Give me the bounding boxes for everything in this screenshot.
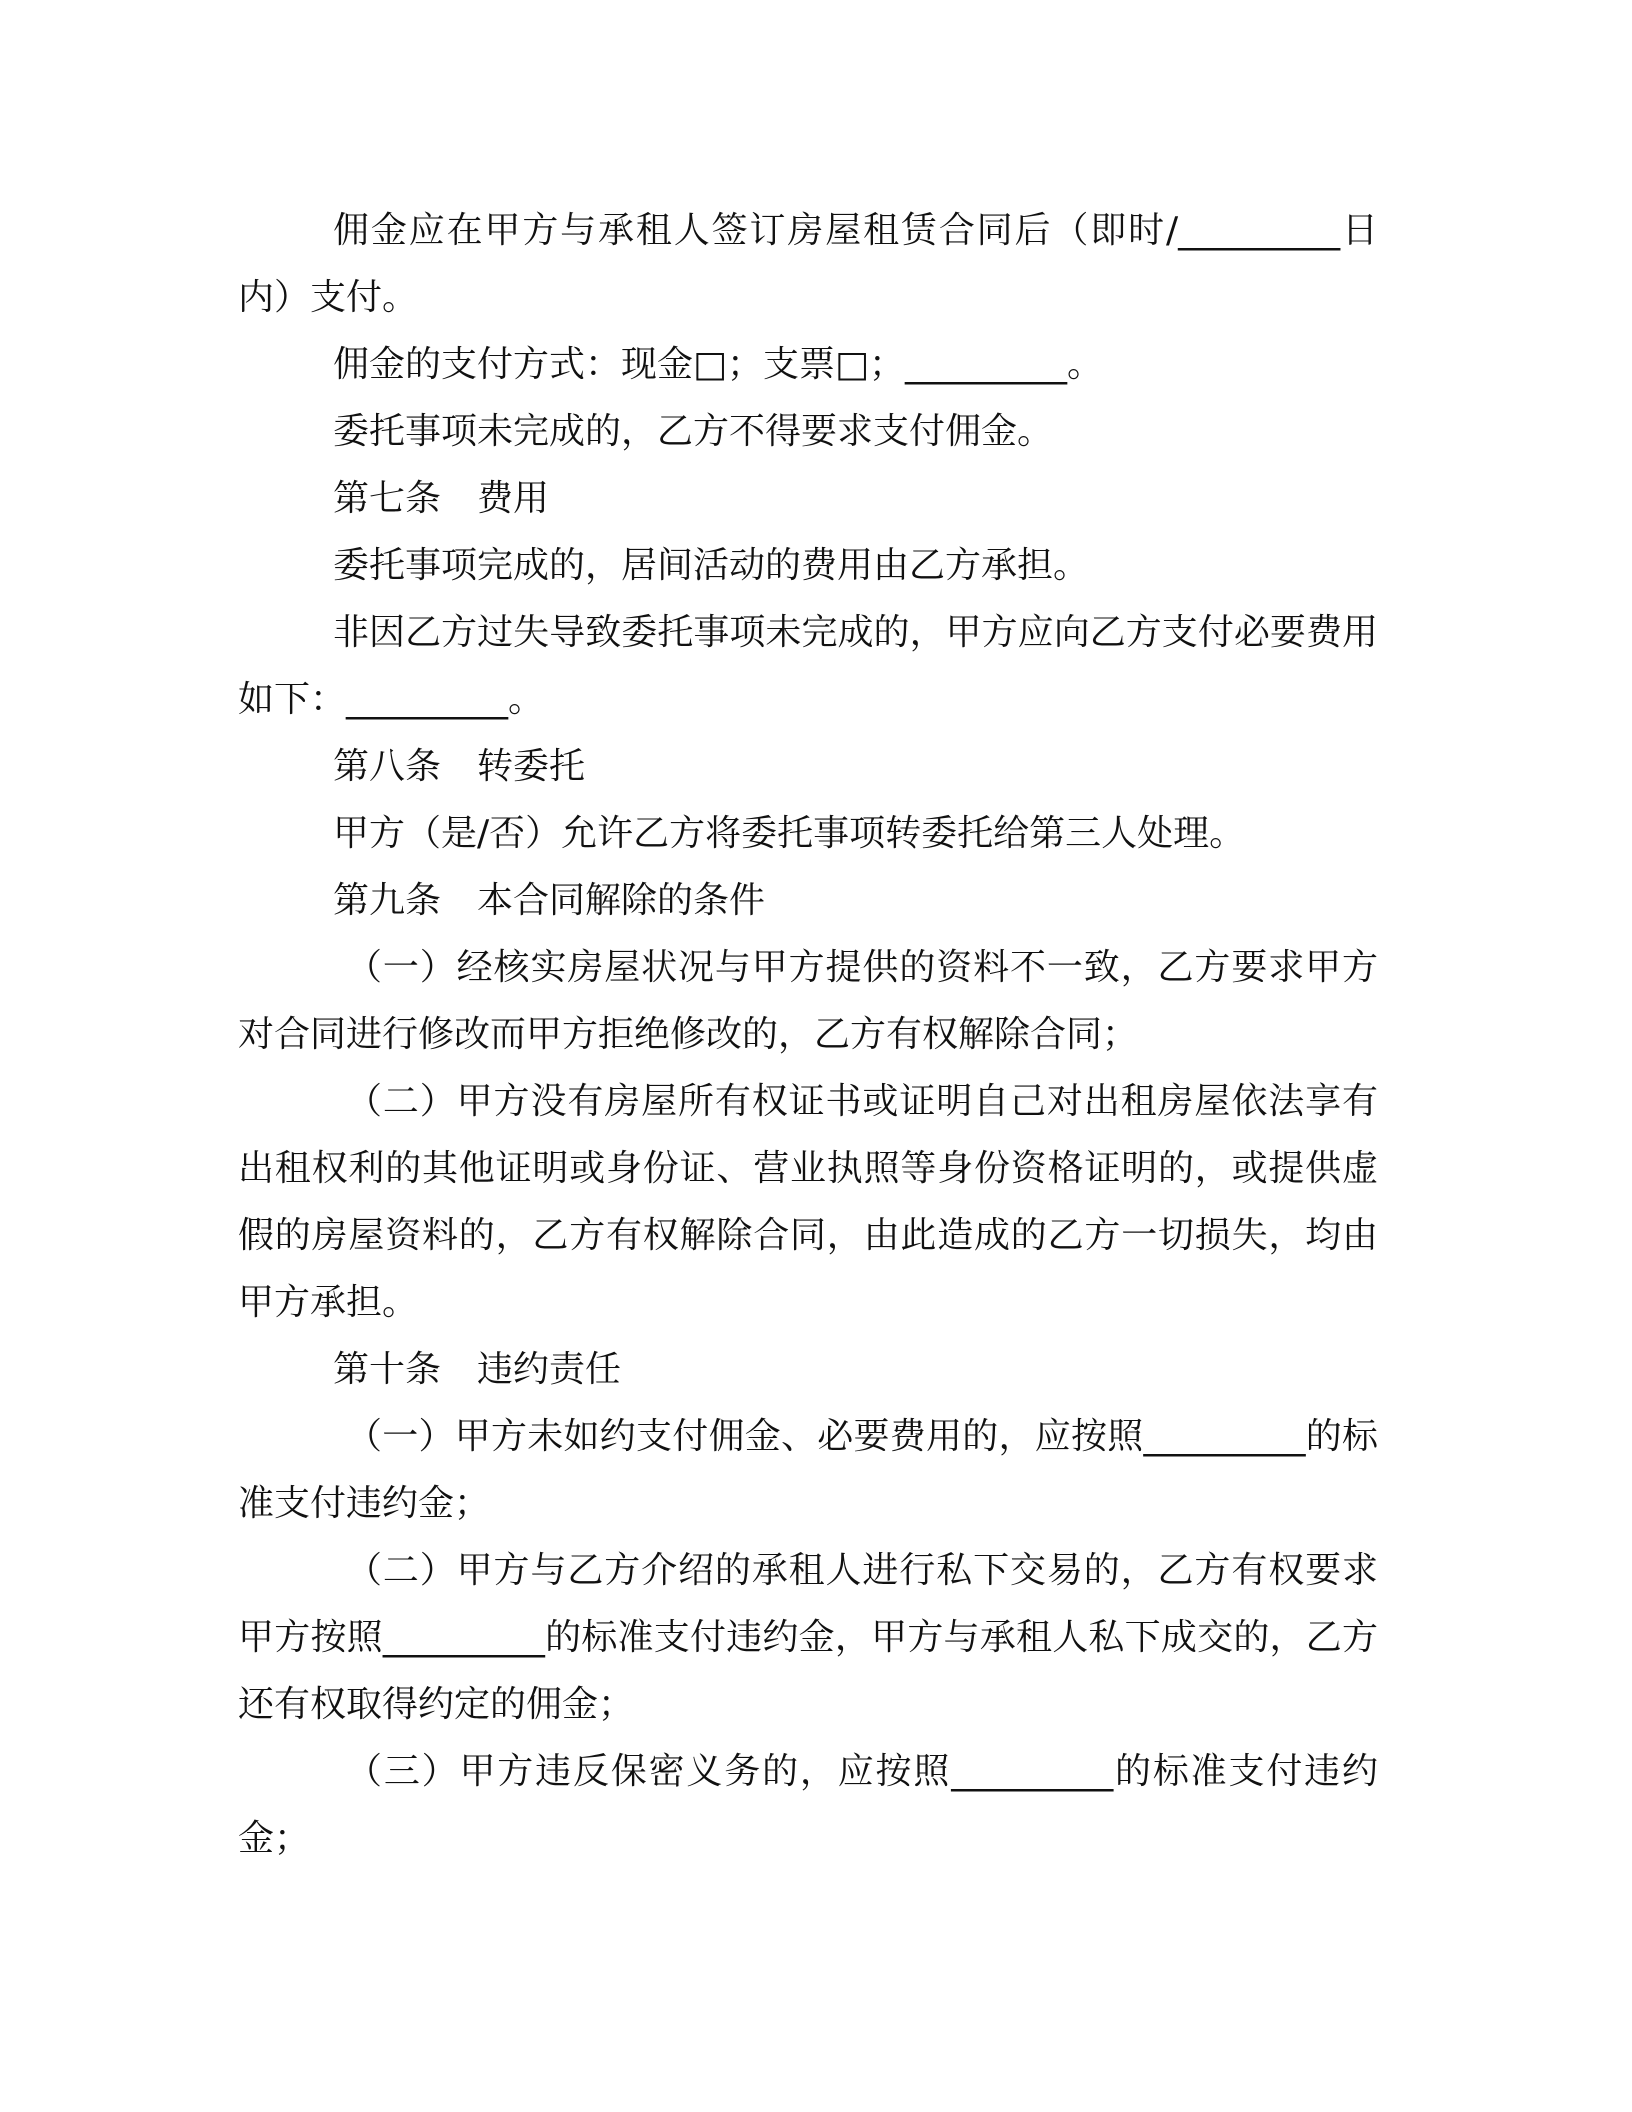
paragraph-article-10-item-2: （二）甲方与乙方介绍的承租人进行私下交易的，乙方有权要求甲方按照_________的标准支付违约金，甲方与承租人私下成交的，乙方还有权取得约定的佣金； [238,1550,1378,1725]
paragraph-article-9-item-2: （二）甲方没有房屋所有权证书或证明自己对出租房屋依法享有出租权利的其他证明或身份证、营业执照等身份资格证明的，或提供虚假的房屋资料的，乙方有权解除合同，由此造成的乙方一切损失，均由甲方承担。 [238,1081,1378,1323]
paragraph-article-8-subcontract: 甲方（是/否）允许乙方将委托事项转委托给第三人处理。 [333,813,1246,854]
paragraph-article-7-necessary-expenses: 非因乙方过失导致委托事项未完成的，甲方应向乙方支付必要费用如下：_________。 [238,612,1378,720]
article-9-heading: 第九条 本合同解除的条件 [333,880,766,921]
paragraph-article-10-item-1: （一）甲方未如约支付佣金、必要费用的，应按照_________的标准支付违约金； [238,1416,1378,1524]
paragraph-article-7-expenses-borne: 委托事项完成的，居间活动的费用由乙方承担。 [333,545,1090,586]
article-7-heading: 第七条 费用 [333,478,550,519]
article-10-heading: 第十条 违约责任 [333,1349,622,1390]
paragraph-commission-timing: 佣金应在甲方与承租人签订房屋租赁合同后（即时/_________日内）支付。 [238,210,1378,318]
article-8-heading: 第八条 转委托 [333,746,586,787]
paragraph-article-10-item-3: （三）甲方违反保密义务的，应按照_________的标准支付违约金； [238,1751,1378,1859]
contract-page [238,197,1378,1872]
paragraph-commission-payment-method: 佣金的支付方式：现金□；支票□；_________。 [333,344,1104,385]
paragraph-commission-unfinished: 委托事项未完成的，乙方不得要求支付佣金。 [333,411,1054,452]
paragraph-article-9-item-1: （一）经核实房屋状况与甲方提供的资料不一致，乙方要求甲方对合同进行修改而甲方拒绝修改的，乙方有权解除合同； [238,947,1378,1055]
